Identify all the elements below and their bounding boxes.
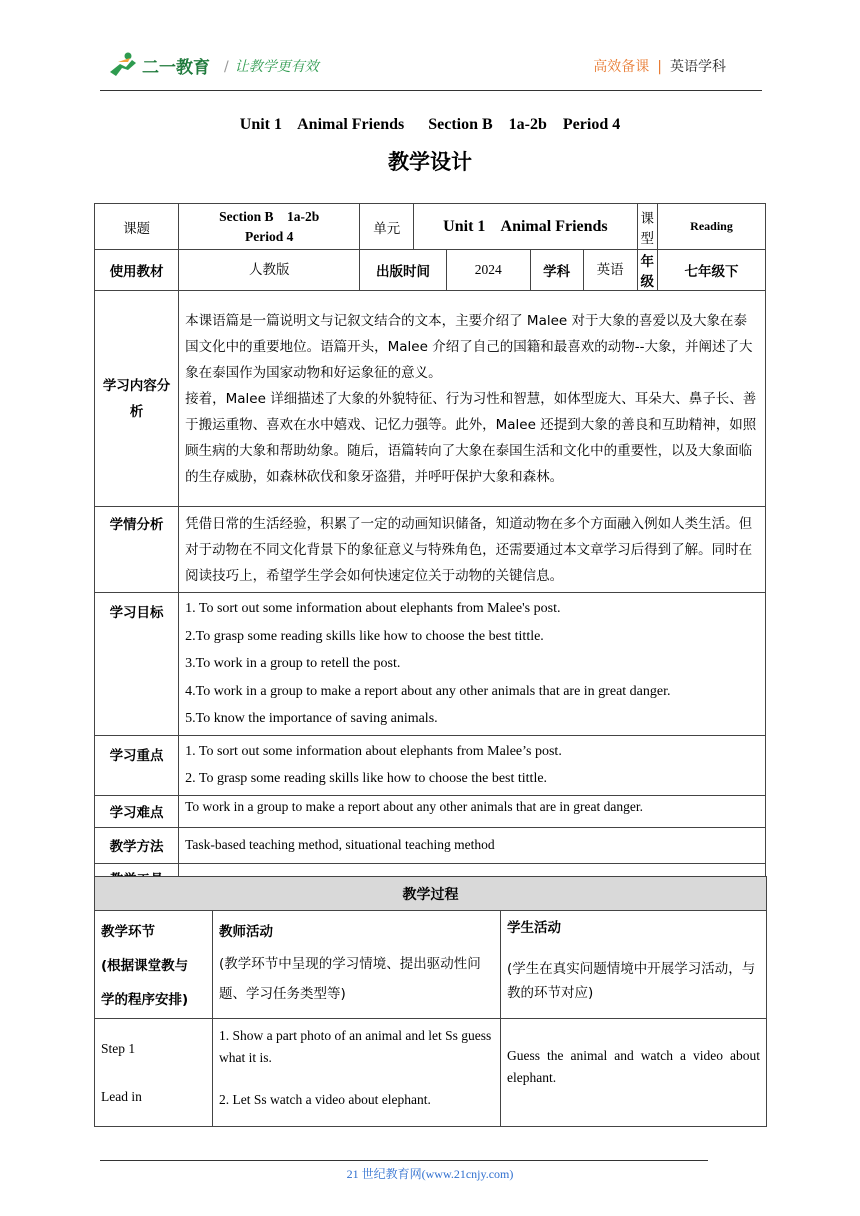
focus-item: 2. To grasp some reading skills like how to choose the best tittle. — [185, 771, 548, 786]
step-name: Lead in — [101, 1089, 142, 1104]
col-stage-note-2: 学的程序安排) — [101, 992, 189, 1008]
goal-item: 1. To sort out some information about elephants from Malee's post. — [185, 601, 561, 616]
type-label: 课型 — [637, 204, 657, 250]
grade-value: 七年级下 — [658, 250, 766, 291]
focus-label: 学习重点 — [95, 735, 179, 795]
student-activity-cell: Guess the animal and watch a video about elephant. — [501, 1019, 767, 1127]
subject-label: 学科 — [530, 250, 583, 291]
lesson-info-table — [94, 203, 766, 894]
col-student-title: 学生活动 — [507, 920, 561, 936]
difficulty-text: To work in a group to make a report about any other animals that are in great danger. — [179, 795, 766, 827]
step-number: Step 1 — [101, 1041, 136, 1056]
topic-label: 课题 — [95, 204, 179, 250]
slogan-text: 让教学更有效 — [234, 59, 319, 75]
content-analysis-label: 学习内容分析 — [95, 291, 179, 507]
process-col-stage — [95, 911, 213, 1019]
teacher-activity-2: 2. Let Ss watch a video about elephant. — [219, 1092, 431, 1107]
lesson-title: Unit 1 Animal Friends Section B 1a-2b Period 4 — [239, 116, 621, 133]
tag-subject: 英语学科 — [670, 59, 726, 75]
book-value: 人教版 — [179, 250, 360, 291]
students-label: 学情分析 — [95, 507, 179, 593]
col-stage-note-1: (根据课堂教与 — [101, 958, 189, 974]
methods-label: 教学方法 — [95, 827, 179, 863]
content-paragraph-1: 本课语篇是一篇说明文与记叙文结合的文本，主要介绍了 Malee 对于大象的喜爱以及大象在泰国文化中的重要地位。语篇开头，Malee 介绍了自己的国籍和最喜欢的动物--大象，并阐述了大象在泰国作为国家动物和好运象征的意义。 — [185, 312, 753, 381]
teacher-activity-1: 1. Show a part photo of an animal and let Ss guess what it is. — [219, 1028, 492, 1065]
footer-divider — [100, 1160, 708, 1161]
difficulty-label: 学习难点 — [95, 795, 179, 827]
teacher-activity-cell — [213, 1019, 501, 1127]
header-tags: 高效备课 | 英语学科 — [593, 59, 726, 75]
content-analysis-text — [179, 291, 766, 507]
process-col-student — [501, 911, 767, 1019]
teaching-process-table — [94, 876, 767, 1127]
header-divider — [100, 90, 762, 91]
page-header — [100, 44, 762, 90]
col-stage-title: 教学环节 — [101, 924, 155, 940]
focus-list — [179, 735, 766, 795]
step-cell — [95, 1019, 213, 1127]
document-title: 教学设计 — [388, 150, 472, 174]
brand-logo — [106, 50, 216, 82]
focus-item: 1. To sort out some information about elephants from Malee’s post. — [185, 743, 562, 759]
methods-text: Task-based teaching method, situational teaching method — [179, 827, 766, 863]
grade-label: 年级 — [637, 250, 657, 291]
goal-item: 3.To work in a group to retell the post. — [185, 656, 401, 671]
topic-value-line2: Period 4 — [245, 228, 294, 244]
unit-label: 单元 — [360, 204, 414, 250]
topic-value — [179, 204, 360, 250]
subject-value: 英语 — [583, 250, 637, 291]
process-col-teacher — [213, 911, 501, 1019]
pub-label: 出版时间 — [360, 250, 446, 291]
students-text: 凭借日常的生活经验，积累了一定的动画知识储备，知道动物在多个方面融入例如人类生活。但对于动物在不同文化背景下的象征意义与特殊角色，还需要通过本文章学习后得到了解。同时在阅读技巧上，希望学生学会如何快速定位关于动物的关键信息。 — [179, 507, 766, 593]
col-teacher-note: (教学环节中呈现的学习情境、提出驱动性问题、学习任务类型等) — [219, 956, 481, 1002]
tag-efficient: 高效备课 — [593, 59, 650, 75]
goal-item: 2.To grasp some reading skills like how to choose the best tittle. — [185, 628, 544, 644]
runner-icon — [110, 53, 136, 77]
slogan: / 让教学更有效 — [224, 59, 319, 75]
col-teacher-title: 教师活动 — [219, 924, 273, 940]
book-label: 使用教材 — [95, 250, 179, 291]
col-student-note: (学生在真实问题情境中开展学习活动，与教的环节对应) — [507, 961, 756, 1001]
type-value: Reading — [658, 204, 766, 250]
goals-label: 学习目标 — [95, 593, 179, 736]
brand-name: 二一教育 — [142, 58, 210, 78]
goals-list — [179, 593, 766, 736]
content-paragraph-2: 接着，Malee 详细描述了大象的外貌特征、行为习性和智慧，如体型庞大、耳朵大、鼻子长、善于搬运重物、喜欢在水中嬉戏、记忆力强等。此外，Malee 还提到大象的善良和互助精神，如照顾生病的大象和帮助幼象。随后，语篇转向了大象在泰国生活和文化中的重要性，以及大象面临的生存威胁，如森林砍伐和象牙盗猎，并呼吁保护大象和森林。 — [185, 390, 757, 485]
unit-value: Unit 1 Animal Friends — [414, 204, 637, 250]
footer-source: 21 世纪教育网(www.21cnjy.com) — [346, 1167, 514, 1181]
pub-value: 2024 — [446, 250, 530, 291]
goal-item: 4.To work in a group to make a report about any other animals that are in great danger. — [185, 683, 671, 699]
process-heading: 教学过程 — [95, 877, 767, 911]
goal-item: 5.To know the importance of saving animals. — [185, 711, 438, 726]
topic-value-line1: Section B 1a-2b — [219, 208, 320, 224]
